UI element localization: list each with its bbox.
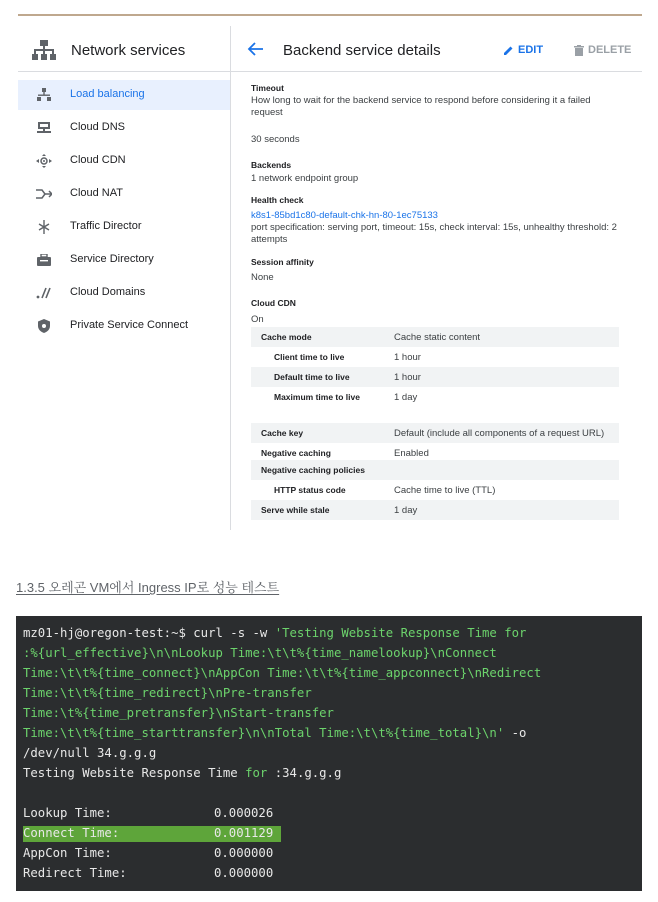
cache-key-label: Cache mode [261, 332, 312, 342]
table-row [251, 327, 619, 347]
cache-value: 1 hour [394, 372, 421, 383]
cache-key-label: Cache key [261, 428, 304, 438]
terminal-command: -o [504, 726, 527, 740]
sidebar-item-label: Traffic Director [70, 220, 142, 232]
terminal-command: curl -s -w [193, 626, 275, 640]
sidebar-item-cloud-nat[interactable] [18, 179, 230, 209]
sidebar-item-private-service-connect[interactable] [18, 311, 230, 341]
health-check-description: port specification: serving port, timeout: 15s, check interval: 15s, unhealthy threshold: 2 attempts [251, 222, 617, 245]
session-affinity-label: Session affinity [251, 257, 314, 267]
trash-icon [574, 45, 584, 56]
cache-key-label: HTTP status code [274, 485, 346, 495]
page-title: Backend service details [283, 42, 441, 59]
result-value: 0.001129 [214, 826, 274, 840]
terminal-output: :34.g.g.g [267, 766, 342, 780]
cache-value: Cache time to live (TTL) [394, 485, 496, 496]
back-arrow-icon[interactable] [247, 40, 265, 58]
table-row [251, 387, 619, 407]
cache-value: Enabled [394, 448, 429, 459]
sidebar [18, 26, 231, 530]
terminal-line: Time:\t\t%{time_connect}\nAppCon Time:\t\t%{time_appconnect}\nRedirect [23, 666, 542, 680]
cache-key-label: Negative caching [261, 448, 331, 458]
cloud-cdn-label: Cloud CDN [251, 298, 296, 308]
result-row [23, 866, 127, 880]
cache-key-label: Serve while stale [261, 505, 330, 515]
cache-key-label: Maximum time to live [274, 392, 360, 402]
sidebar-title: Network services [71, 42, 186, 59]
pencil-icon [503, 45, 514, 56]
sidebar-item-label: Load balancing [70, 88, 145, 100]
timeout-description: How long to wait for the backend service to respond before considering it a failed request [251, 95, 591, 118]
cache-value: 1 day [394, 505, 418, 516]
terminal-line [23, 626, 526, 640]
timeout-value: 30 seconds [251, 134, 300, 145]
terminal-keyword: for [245, 766, 268, 780]
terminal-line [23, 766, 341, 780]
table-row [251, 367, 619, 387]
terminal-line [23, 726, 526, 740]
top-divider [18, 14, 642, 16]
private-service-connect-icon [36, 318, 52, 334]
domains-icon [36, 285, 52, 301]
cache-value: 1 hour [394, 352, 421, 363]
edit-button-label: EDIT [518, 44, 544, 56]
nat-icon [36, 186, 52, 202]
table-row [251, 500, 619, 520]
sidebar-item-traffic-director[interactable] [18, 212, 230, 242]
sidebar-item-label: Cloud DNS [70, 121, 126, 133]
main-header [231, 26, 642, 72]
cache-value: Default (include all components of a request URL) [394, 428, 605, 439]
cache-key-label: Negative caching policies [261, 465, 365, 475]
sidebar-header [18, 26, 231, 72]
sidebar-item-label: Private Service Connect [70, 319, 188, 331]
sidebar-item-service-directory[interactable] [18, 245, 230, 275]
network-services-icon [32, 40, 56, 60]
result-row [23, 806, 112, 820]
table-row [251, 480, 619, 500]
load-balancing-icon [36, 87, 52, 103]
cdn-icon [36, 153, 52, 169]
session-affinity-value: None [251, 272, 274, 283]
table-row [251, 460, 619, 480]
health-check-label: Health check [251, 195, 304, 205]
table-row [251, 423, 619, 443]
result-row [23, 826, 119, 840]
result-value: 0.000000 [214, 866, 274, 880]
result-value: 0.000026 [214, 806, 274, 820]
sidebar-item-label: Cloud NAT [70, 187, 123, 199]
delete-button[interactable] [574, 44, 631, 56]
result-row [23, 846, 112, 860]
main-panel [231, 26, 642, 530]
cache-value: Cache static content [394, 332, 481, 343]
cache-value: 1 day [394, 392, 418, 403]
service-directory-icon [36, 252, 52, 268]
health-check-link[interactable]: k8s1-85bd1c80-default-chk-hn-80-1ec75133 [251, 210, 438, 221]
sidebar-item-cloud-cdn[interactable] [18, 146, 230, 176]
terminal-output: Testing Website Response Time [23, 766, 246, 780]
sidebar-item-label: Service Directory [70, 253, 154, 265]
cloud-cdn-value: On [251, 314, 264, 325]
backends-value: 1 network endpoint group [251, 173, 359, 184]
sidebar-item-cloud-domains[interactable] [18, 278, 230, 308]
terminal-line: :%{url_effective}\n\nLookup Time:\t\t%{time_namelookup}\nConnect [23, 646, 497, 660]
sidebar-item-cloud-dns[interactable] [18, 113, 230, 143]
terminal-prompt: mz01-hj@oregon-test:~$ [23, 626, 194, 640]
terminal-window [16, 616, 642, 891]
result-label: Redirect Time: [23, 866, 127, 880]
result-label: Lookup Time: [23, 806, 112, 820]
terminal-line: Time:\t%{time_pretransfer}\nStart-transfer [23, 706, 334, 720]
sidebar-item-label: Cloud Domains [70, 286, 146, 298]
terminal-format-string: 'Testing Website Response Time for [274, 626, 527, 640]
edit-button[interactable] [503, 44, 543, 56]
cache-key-label: Client time to live [274, 352, 345, 362]
result-label: Connect Time: [23, 826, 120, 840]
terminal-line: Time:\t\t%{time_redirect}\nPre-transfer [23, 686, 312, 700]
terminal-line: /dev/null 34.g.g.g [23, 746, 157, 760]
sidebar-item-label: Cloud CDN [70, 154, 126, 166]
timeout-label: Timeout [251, 83, 284, 93]
sidebar-item-load-balancing[interactable] [18, 80, 230, 110]
cloud-console-panel [18, 26, 642, 530]
table-row [251, 347, 619, 367]
cache-key-label: Default time to live [274, 372, 350, 382]
backends-label: Backends [251, 160, 292, 170]
delete-button-label: DELETE [588, 44, 632, 56]
terminal-format-string: Time:\t\t%{time_starttransfer}\n\nTotal Time:\t\t%{time_total}\n' [23, 726, 505, 740]
traffic-director-icon [36, 219, 52, 235]
dns-icon [36, 120, 52, 136]
result-label: AppCon Time: [23, 846, 112, 860]
result-value: 0.000000 [214, 846, 274, 860]
section-heading: 1.3.5 오레곤 VM에서 Ingress IP로 성능 테스트 [16, 580, 280, 595]
